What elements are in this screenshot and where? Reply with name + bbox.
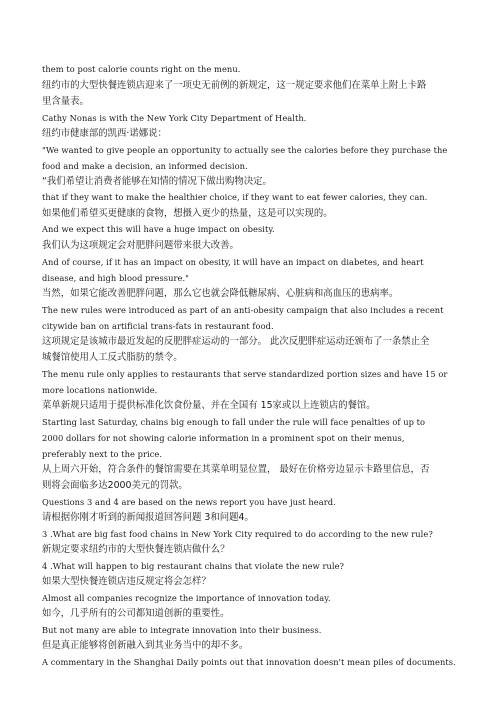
text-line: food and make a decision, an informed decision. bbox=[42, 161, 248, 171]
text-line: Cathy Nonas is with the New York City Department of Health. bbox=[42, 113, 307, 123]
text-line: 2000 dollars for not showing calorie information in a prominent spot on their menus, bbox=[42, 433, 405, 443]
text-line: 但是真正能够将创新融入到其业务当中的却不多。 bbox=[42, 640, 249, 651]
text-line: The new rules were introduced as part of an anti-obesity campaign that also includes a recent bbox=[42, 305, 444, 315]
text-line: that if they want to make the healthier choice, if they want to eat fewer calories, they can. bbox=[42, 192, 428, 202]
text-line: The menu rule only applies to restaurants that serve standardized portion sizes and have 15 or bbox=[42, 369, 448, 379]
text-line: 里含量表。 bbox=[42, 96, 89, 107]
text-line: 从上周六开始，符合条件的餐馆需要在其菜单明显位置， 最好在价格旁边显示卡路里信息，否 bbox=[42, 464, 430, 475]
text-line: 我们认为这项规定会对肥胖问题带来很大改善。 bbox=[42, 240, 239, 251]
text-line: And of course, if it has an impact on obesity, it will have an impact on diabetes, and heart bbox=[42, 257, 424, 267]
text-line: 新规定要求纽约市的大型快餐连锁店做什么？ bbox=[42, 544, 230, 555]
text-line: Almost all companies recognize the importance of innovation today. bbox=[42, 593, 331, 603]
text-line: preferably next to the price. bbox=[42, 449, 163, 459]
text-line: 城餐馆使用人工反式脂肪的禁令。 bbox=[42, 352, 183, 363]
text-line: 4 .What will happen to big restaurant chains that violate the new rule? bbox=[42, 561, 345, 571]
text-line: 这项规定是该城市最近发起的反肥胖症运动的一部分。 此次反肥胖症运动还颁布了一条禁止全 bbox=[42, 336, 430, 347]
text-line: "We wanted to give people an opportunity to actually see the calories before they purchase the bbox=[42, 145, 448, 155]
text-line: 3 .What are big fast food chains in New York City required to do according to the new rule? bbox=[42, 529, 433, 539]
text-line: And we expect this will have a huge impact on obesity. bbox=[42, 224, 275, 234]
text-line: 当然，如果它能改善肥胖问题，那么它也就会降低糖尿病、心脏病和高血压的患病率。 bbox=[42, 288, 399, 299]
text-line: 纽约市健康部的凯西·诺娜说： bbox=[42, 128, 167, 139]
text-line: more locations nationwide. bbox=[42, 385, 158, 395]
text-line: 如果大型快餐连锁店违反规定将会怎样？ bbox=[42, 576, 211, 587]
text-line: 则将会面临多达2000美元的罚款。 bbox=[42, 480, 188, 491]
text-line: 如今，几乎所有的公司都知道创新的重要性。 bbox=[42, 608, 230, 619]
text-line: disease, and high blood pressure." bbox=[42, 273, 190, 283]
text-line: 纽约市的大型快餐连锁店迎来了一项史无前例的新规定，这一规定要求他们在菜单上附上卡路 bbox=[42, 80, 427, 91]
text-line: 请根据你刚才听到的新闻报道回答问题 3和问题4。 bbox=[42, 512, 254, 523]
text-line: 如果他们希望买更健康的食物，想摄入更少的热量，这是可以实现的。 bbox=[42, 208, 333, 219]
text-line: A commentary in the Shanghai Daily points out that innovation doesn't mean piles of documents. bbox=[42, 657, 456, 667]
text-line: 菜单新规只适用于提供标准化饮食份量、并在全国有 15家或以上连锁店的餐馆。 bbox=[42, 400, 376, 411]
text-line: citywide ban on artificial trans-fats in restaurant food. bbox=[42, 321, 274, 331]
text-line: “我们希望让消费者能够在知情的情况下做出购物决定。 bbox=[42, 176, 272, 187]
text-line: Questions 3 and 4 are based on the news report you have just heard. bbox=[42, 497, 336, 507]
text-line: them to post calorie counts right on the menu. bbox=[42, 64, 241, 74]
text-line: Starting last Saturday, chains big enough to fall under the rule will face penalties of up to bbox=[42, 417, 426, 427]
text-line: But not many are able to integrate innovation into their business. bbox=[42, 625, 322, 635]
